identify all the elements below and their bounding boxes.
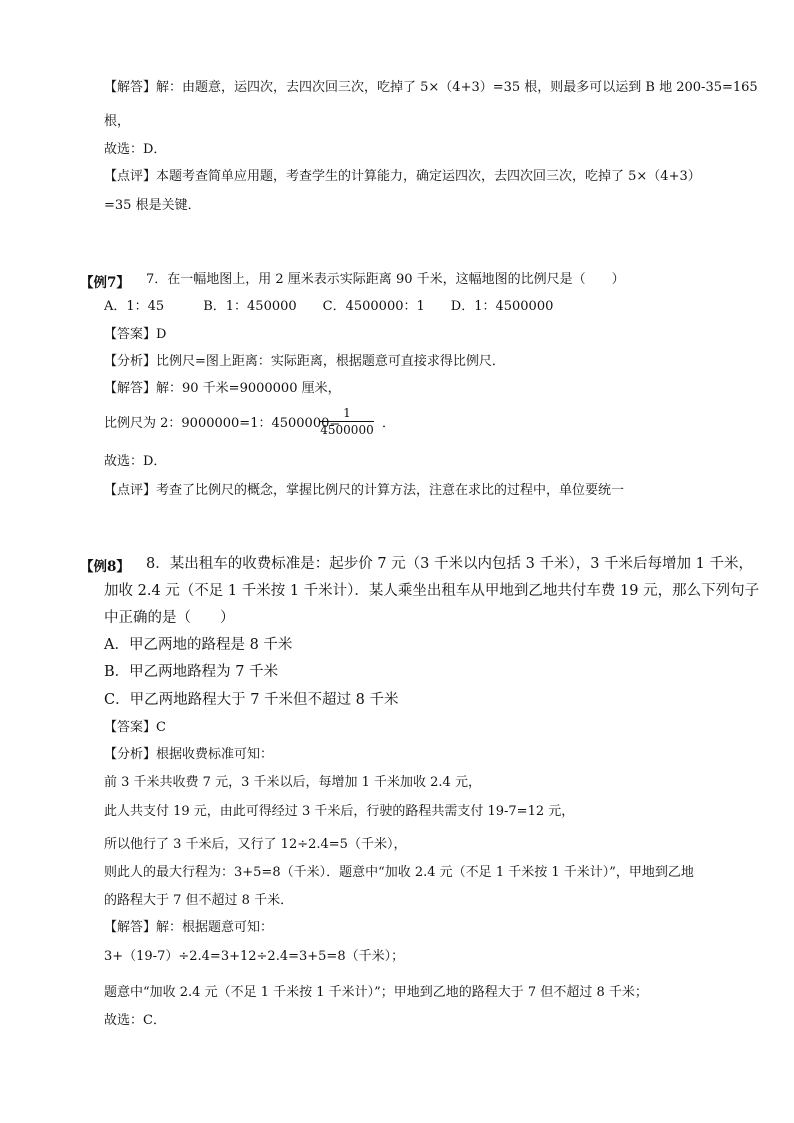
solution-line-1: 3+（19-7）÷2.4=3+12÷2.4=3+5=8（千米）； — [104, 949, 405, 964]
example-7-comment: 【点评】考查了比例尺的概念，掌握比例尺的计算方法，注意在求比的过程中，单位要统一 — [104, 483, 625, 498]
example-7-question: 7．在一幅地图上，用 2 厘米表示实际距离 90 千米，这幅地图的比例尺是（ ） — [146, 272, 625, 287]
comment-text-continued: =35 根是关键． — [104, 198, 201, 213]
example-8-analysis: 【分析】根据收费标准可知： — [104, 747, 274, 762]
example-7-answer: 【答案】D — [104, 327, 167, 342]
example-7-tag: 【例7】 — [80, 275, 130, 291]
example-8-tag: 【例8】 — [80, 559, 130, 575]
example-7-solution: 【解答】解：90 千米=9000000 厘米， — [104, 381, 341, 396]
example-8-solution: 【解答】解：根据题意可知： — [104, 920, 274, 935]
example-8-question-line-2: 加收 2.4 元（不足 1 千米按 1 千米计）．某人乘坐出租车从甲地到乙地共付车费 19 元，那么下列句子 — [104, 583, 760, 599]
example-8-option-a: A．甲乙两地的路程是 8 千米 — [104, 637, 293, 653]
example-7-choice: 故选：D． — [104, 454, 167, 469]
analysis-line-1: 前 3 千米共收费 7 元，3 千米以后，每增加 1 千米加收 2.4 元， — [104, 775, 481, 790]
analysis-line-5: 的路程大于 7 但不超过 8 千米． — [104, 893, 294, 908]
fraction-denominator: 4500000 — [320, 423, 374, 437]
example-8-option-c: C．甲乙两地路程大于 7 千米但不超过 8 千米 — [104, 692, 399, 708]
example-8-question-line-1: 8．某出租车的收费标准是：起步价 7 元（3 千米以内包括 3 千米），3 千米后每增加 1 千米， — [146, 556, 753, 572]
analysis-line-2: 此人共支付 19 元，由此可得经过 3 千米后，行驶的路程共需支付 19-7=12 元， — [104, 804, 575, 819]
analysis-line-4: 则此人的最大行程为：3+5=8（千米）．题意中“加收 2.4 元（不足 1 千米按 1 千米计）”，甲地到乙地 — [104, 865, 694, 880]
example-7-ratio: 比例尺为 2：9000000=1：4500000= — [104, 416, 341, 431]
example-7-analysis: 【分析】比例尺=图上距离：实际距离，根据题意可直接求得比例尺． — [104, 354, 505, 369]
solution-text-continued: 根， — [104, 114, 131, 129]
analysis-line-3: 所以他行了 3 千米后，又行了 12÷2.4=5（千米）， — [104, 837, 407, 852]
ratio-period: ． — [382, 416, 396, 431]
example-8-question-line-3: 中正确的是（ ） — [104, 610, 235, 626]
choice-text: 故选：D． — [104, 142, 167, 157]
example-8-option-b: B．甲乙两地路程为 7 千米 — [104, 664, 279, 680]
fraction-numerator: 1 — [343, 406, 351, 420]
example-8-choice: 故选：C． — [104, 1013, 166, 1028]
comment-text: 【点评】本题考查简单应用题，考查学生的计算能力，确定运四次，去四次回三次，吃掉了 5×（4+3） — [104, 169, 701, 184]
solution-text: 【解答】解：由题意，运四次，去四次回三次，吃掉了 5×（4+3）=35 根，则最多可以运到 B 地 200-35=165 — [104, 80, 758, 95]
fraction-bar — [320, 421, 374, 422]
example-7-options: A．1：45 B．1：450000 C．4500000：1 D．1：4500000 — [104, 299, 554, 314]
solution-line-2: 题意中“加收 2.4 元（不足 1 千米按 1 千米计）”；甲地到乙地的路程大于 7 但不超过 8 千米； — [104, 985, 648, 1000]
example-8-answer: 【答案】C — [104, 720, 166, 735]
ratio-fraction — [320, 406, 374, 437]
